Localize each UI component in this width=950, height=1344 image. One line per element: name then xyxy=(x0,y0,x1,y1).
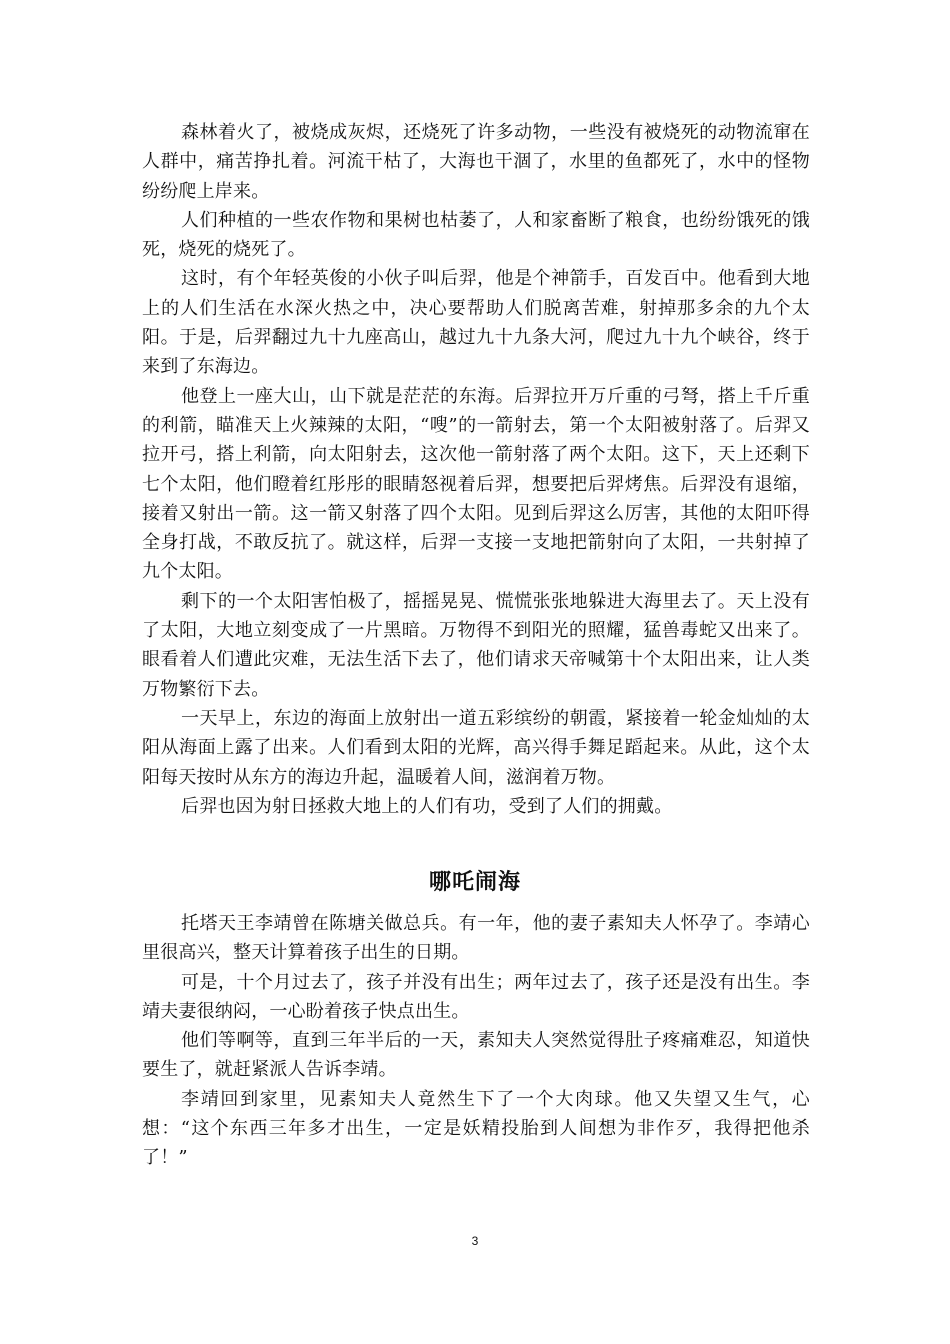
paragraph: 他们等啊等，直到三年半后的一天，素知夫人突然觉得肚子疼痛难忍，知道快要生了，就赶紧派人告诉李靖。 xyxy=(142,1030,810,1081)
paragraph: 剩下的一个太阳害怕极了，摇摇晃晃、慌慌张张地躲进大海里去了。天上没有了太阳，大地立刻变成了一片黑暗。万物得不到阳光的照耀，猛兽毒蛇又出来了。眼看着人们遭此灾难，无法生活下去了，他们请求天帝喊第十个太阳出来，让人类万物繁衍下去。 xyxy=(142,590,810,700)
page-number: 3 xyxy=(471,1234,479,1248)
paragraph: 森林着火了，被烧成灰烬，还烧死了许多动物，一些没有被烧死的动物流窜在人群中，痛苦挣扎着。河流干枯了，大海也干涸了，水里的鱼都死了，水中的怪物纷纷爬上岸来。 xyxy=(142,122,810,202)
paragraph: 人们种植的一些农作物和果树也枯萎了，人和家畜断了粮食，也纷纷饿死的饿死，烧死的烧死了。 xyxy=(142,209,810,261)
paragraph: 一天早上，东边的海面上放射出一道五彩缤纷的朝霞，紧接着一轮金灿灿的太阳从海面上露了出来。人们看到太阳的光辉，高兴得手舞足蹈起来。从此，这个太阳每天按时从东方的海边升起，温暖着人间，滋润着万物。 xyxy=(142,707,810,788)
paragraph: 这时，有个年轻英俊的小伙子叫后羿，他是个神箭手，百发百中。他看到大地上的人们生活在水深火热之中，决心要帮助人们脱离苦难，射掉那多余的九个太阳。于是，后羿翻过九十九座高山，越过九十九条大河，爬过九十九个峡谷，终于来到了东海边。 xyxy=(142,268,810,378)
paragraph: 可是，十个月过去了，孩子并没有出生；两年过去了，孩子还是没有出生。李靖夫妻很纳闷，一心盼着孩子快点出生。 xyxy=(142,971,810,1022)
story-body xyxy=(142,909,810,1173)
section-title: 哪吒闹海 xyxy=(428,870,521,895)
paragraph: 李靖回到家里，见素知夫人竟然生下了一个大肉球。他又失望又生气，心想：“这个东西三年多才出生，一定是妖精投胎到人间想为非作歹，我得把他杀了！” xyxy=(142,1088,810,1169)
paragraph: 后羿也因为射日拯救大地上的人们有功，受到了人们的拥戴。 xyxy=(181,795,673,817)
paragraph: 托塔天王李靖曾在陈塘关做总兵。有一年，他的妻子素知夫人怀孕了。李靖心里很高兴，整天计算着孩子出生的日期。 xyxy=(142,913,810,964)
story-continuation xyxy=(142,118,810,821)
paragraph: 他登上一座大山，山下就是茫茫的东海。后羿拉开万斤重的弓弩，搭上千斤重的利箭，瞄准天上火辣辣的太阳，“嗖”的一箭射去，第一个太阳被射落了。后羿又拉开弓，搭上利箭，向太阳射去，这次他一箭射落了两个太阳。这下，天上还剩下七个太阳，他们瞪着红彤彤的眼睛怒视着后羿，想要把后羿烤焦。后羿没有退缩，接着又射出一箭。这一箭又射落了四个太阳。见到后羿这么厉害，其他的太阳吓得全身打战，不敢反抗了。就这样，后羿一支接一支地把箭射向了太阳，一共射掉了九个太阳。 xyxy=(142,385,810,583)
